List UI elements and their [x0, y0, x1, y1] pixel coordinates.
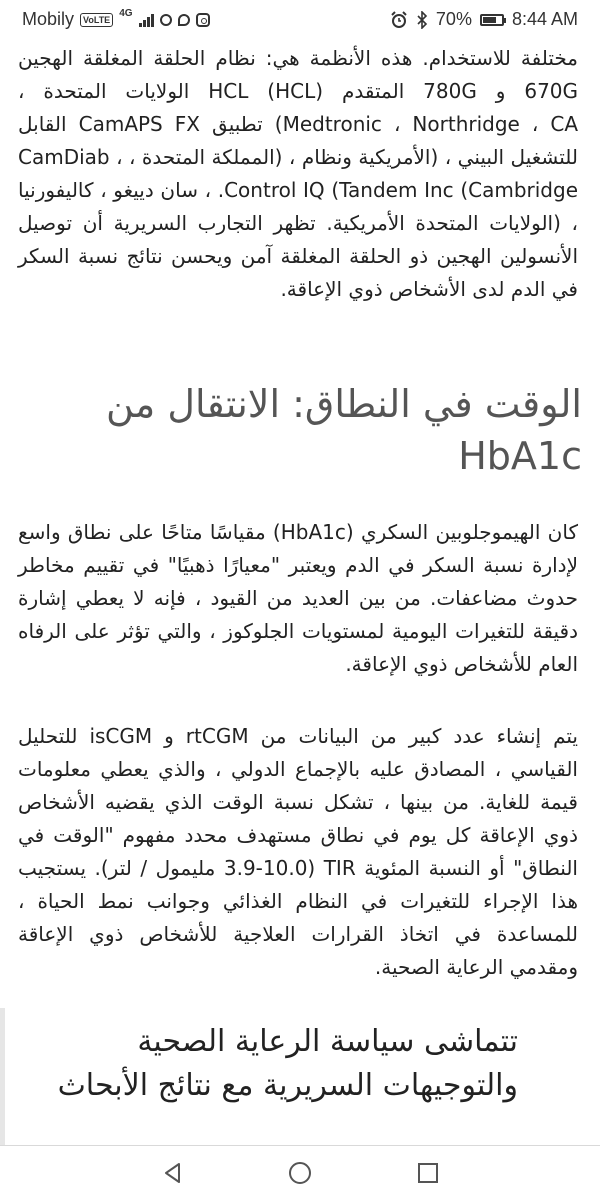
bluetooth-icon [416, 11, 428, 29]
home-icon [287, 1160, 313, 1186]
article-paragraph: كان الهيموجلوبين السكري (HbA1c) مقياسًا متاحًا على نطاق واسع لإدارة نسبة السكر في الدم ويعتبر "معيارًا ذهبيًا" في تقييم مخاطر حدوث مضاعفات. من بين العديد من القيود ، فإنه لا يعطي إشارة دقيقة للتغيرات اليومية لمستويات الجلوكوز ، والتي تؤثر على الرفاه العام للأشخاص ذوي الإعاقة. [18, 520, 578, 676]
clock: 8:44 AM [511, 9, 578, 29]
battery-icon [480, 14, 504, 26]
status-right [390, 9, 578, 30]
signal-bars-icon [139, 13, 154, 27]
instagram-icon [196, 13, 210, 27]
status-left [22, 9, 210, 30]
recent-apps-icon [417, 1162, 439, 1184]
home-button[interactable] [285, 1158, 315, 1188]
whatsapp-icon [178, 14, 190, 26]
back-icon [161, 1161, 185, 1185]
article-content[interactable] [0, 40, 600, 1146]
article-paragraph: يتم إنشاء عدد كبير من البيانات من rtCGM و isCGM للتحليل القياسي ، المصادق عليه بالإجماع الدولي ، والذي يعطي معلومات قيمة للغاية. من بينها ، تشكل نسبة الوقت الذي يقضيه الأشخاص ذوي الإعاقة كل يوم في نطاق مستهدف محدد مفهوم "الوقت في النطاق" أو النسبة المئوية TIR (3.9-10.0 مليمول / لتر). يستجيب هذا الإجراء للتغيرات في النظام الغذائي وجوانب نمط الحياة ، للمساعدة في اتخاذ القرارات العلاجية للأشخاص ذوي الإعاقة ومقدمي الرعاية الصحية. [18, 724, 578, 979]
status-bar [0, 0, 600, 40]
alarm-icon [390, 11, 408, 29]
back-button[interactable] [158, 1158, 188, 1188]
navigation-bar [0, 1145, 600, 1200]
data-saver-icon [160, 14, 172, 26]
battery-percent: 70% [435, 9, 472, 29]
quote-heading: تتماشى سياسة الرعاية الصحية والتوجيهات السريرية مع نتائج الأبحاث [57, 1024, 518, 1103]
section-heading: الوقت في النطاق: الانتقال من HbA1c [105, 382, 582, 478]
volte-badge: VoLTE [80, 13, 113, 27]
recent-apps-button[interactable] [413, 1158, 443, 1188]
battery-fill [483, 17, 496, 23]
carrier-label: Mobily [22, 9, 75, 29]
blockquote-bar [0, 1008, 5, 1146]
network-type: 4G [119, 8, 133, 19]
article-paragraph: مختلفة للاستخدام. هذه الأنظمة هي: نظام الحلقة المغلقة الهجين 670G و 780G المتقدم (HCL) HCL الولايات المتحدة ، Medtronic ، Northridge ، CA) تطبيق CamAPS FX القابل للتشغيل البيني ، (الأمريكية ونظام ، (المملكة المتحدة ، CamDiab ، Cambridge) Control IQ (Tandem Inc. ، سان دييغو ، كاليفورنيا ، (الولايات المتحدة الأمريكية. تظهر التجارب السريرية أن توصيل الأنسولين الهجين ذو الحلقة المغلقة آمن ويحسن نتائج نسبة السكر في الدم لدى الأشخاص ذوي الإعاقة. [18, 46, 579, 301]
